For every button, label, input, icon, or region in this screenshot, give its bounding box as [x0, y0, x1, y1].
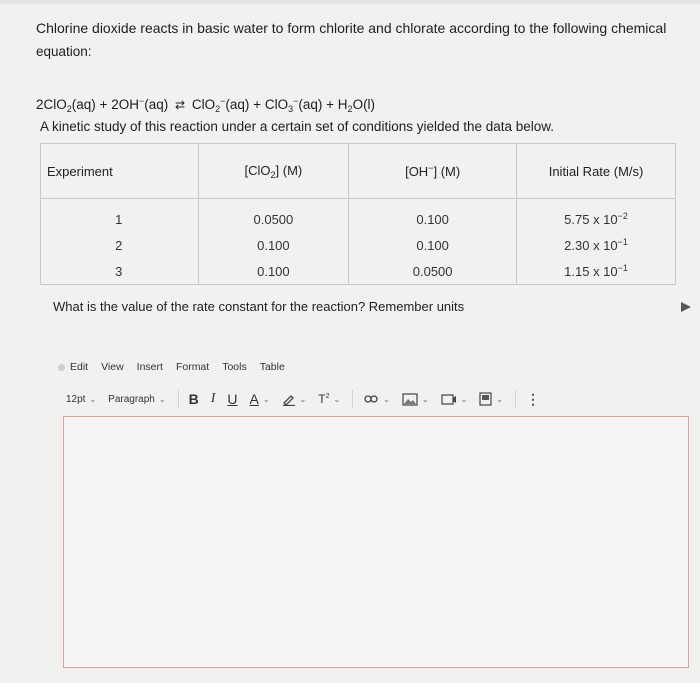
- chevron-down-icon: ⌄: [299, 394, 307, 404]
- kinetics-data-table: [40, 143, 676, 285]
- toolbar-divider: [515, 390, 516, 408]
- document-icon: [479, 392, 492, 406]
- cell-rate: 5.75 x $10^{-2}$: [517, 199, 676, 233]
- menu-view[interactable]: View: [101, 361, 124, 373]
- block-format-dropdown[interactable]: [108, 394, 165, 405]
- chevron-down-icon: ⌄: [158, 394, 166, 404]
- toolbar-divider: [178, 390, 179, 408]
- chevron-down-icon: ⌄: [262, 394, 270, 404]
- font-size-value: 12pt: [66, 393, 86, 405]
- font-color-button[interactable]: [250, 391, 270, 407]
- superscript-icon: $T^2$: [318, 392, 330, 406]
- underline-button[interactable]: U: [227, 391, 238, 407]
- table-row: [41, 199, 676, 233]
- menu-insert[interactable]: Insert: [136, 361, 163, 373]
- cell-rate: 2.30 x $10^{-1}$: [517, 232, 676, 258]
- header-initial-rate: Initial Rate (M/s): [517, 144, 676, 199]
- header-oh-concentration: [OH−] (M): [349, 144, 517, 199]
- image-button[interactable]: [402, 393, 429, 406]
- chevron-down-icon: ⌄: [496, 394, 504, 404]
- cell-rate: 1.15 x $10^{-1}$: [517, 258, 676, 285]
- answer-text-area[interactable]: [63, 416, 689, 668]
- toolbar-divider: [352, 390, 353, 408]
- block-format-value: Paragraph: [108, 393, 155, 405]
- editor-menubar: [58, 361, 285, 373]
- more-options-icon[interactable]: ⋮: [526, 390, 541, 407]
- cell-clo2: 0.100: [198, 232, 349, 258]
- chevron-down-icon: ⌄: [383, 394, 390, 404]
- chevron-down-icon: ⌄: [421, 394, 429, 404]
- cell-experiment: 2: [41, 232, 199, 258]
- font-size-dropdown[interactable]: [66, 394, 96, 405]
- font-color-icon: A: [249, 391, 259, 407]
- equilibrium-arrow-icon: ⇄: [175, 98, 186, 112]
- table-header-row: [41, 144, 676, 199]
- media-icon: [441, 393, 457, 406]
- question-text: What is the value of the rate constant for the reaction? Remember units: [53, 299, 465, 314]
- menu-edit[interactable]: Edit: [70, 361, 89, 373]
- superscript-button[interactable]: [318, 392, 340, 406]
- cell-clo2: 0.0500: [198, 199, 349, 233]
- menu-tools[interactable]: Tools: [222, 361, 247, 373]
- chevron-down-icon: ⌄: [460, 394, 468, 404]
- problem-intro: Chlorine dioxide reacts in basic water to form chlorite and chlorate according to the following chemical: [36, 20, 667, 36]
- menubar-bullet-icon: [58, 364, 65, 371]
- italic-button[interactable]: I: [210, 391, 216, 406]
- chemical-equation: 2ClO$_2$(aq) + 2OH−(aq) ⇄ $ClO_2^-(aq) + ClO_3^-(aq) + H_2O(l)$: [36, 96, 376, 114]
- bold-button[interactable]: B: [188, 391, 199, 407]
- cell-oh: 0.100: [349, 232, 517, 258]
- data-intro: A kinetic study of this reaction under a certain set of conditions yielded the data below.: [40, 119, 555, 134]
- menu-format[interactable]: Format: [175, 361, 210, 373]
- cell-experiment: 1: [41, 199, 199, 233]
- highlight-color-button[interactable]: [282, 392, 307, 406]
- image-icon: [402, 393, 418, 406]
- table-row: [41, 232, 676, 258]
- scroll-pointer-icon: [681, 302, 691, 312]
- table-row: [41, 258, 676, 285]
- editor-toolbar: [66, 388, 540, 410]
- cell-experiment: 3: [41, 258, 199, 285]
- cell-clo2: 0.100: [198, 258, 349, 285]
- menu-table[interactable]: Table: [259, 361, 285, 373]
- chevron-down-icon: ⌄: [333, 394, 341, 404]
- problem-intro-continued: equation:: [36, 44, 92, 59]
- link-button[interactable]: [363, 393, 390, 405]
- highlighter-icon: [282, 392, 296, 406]
- media-button[interactable]: [441, 393, 468, 406]
- header-experiment: Experiment: [41, 144, 199, 199]
- header-clo2-concentration: [ClO$_2$] (M): [198, 144, 349, 199]
- link-icon: [363, 393, 379, 405]
- cell-oh: 0.0500: [349, 258, 517, 285]
- document-button[interactable]: [479, 392, 503, 406]
- cell-oh: 0.100: [349, 199, 517, 233]
- top-divider: [0, 0, 700, 4]
- chevron-down-icon: ⌄: [89, 394, 97, 404]
